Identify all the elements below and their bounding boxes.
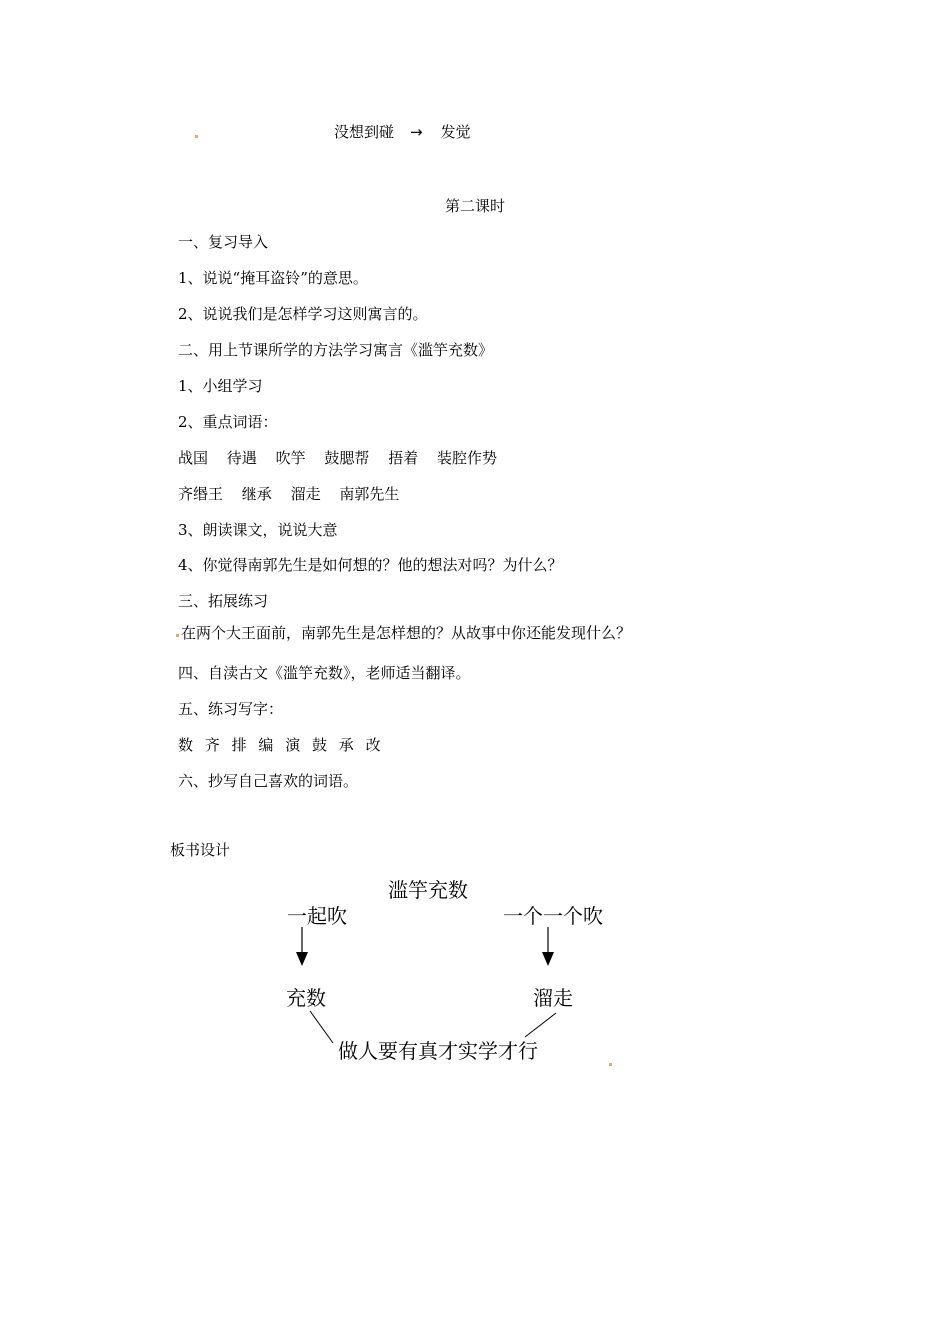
key-word: 捂着 <box>388 449 419 467</box>
right-arrow-icon: → <box>410 123 423 141</box>
learn-item-2: 2、重点词语： <box>178 413 278 431</box>
down-arrow-icon <box>296 927 308 966</box>
key-word: 继承 <box>241 485 272 503</box>
practice-char: 数 <box>178 736 194 754</box>
key-word: 待遇 <box>226 449 257 467</box>
key-word: 战国 <box>178 449 209 467</box>
practice-char: 齐 <box>204 736 220 754</box>
practice-char: 排 <box>231 736 247 754</box>
practice-char: 改 <box>365 736 381 754</box>
board-right-bottom: 溜走 <box>533 986 573 1010</box>
copy-item: 六、抄写自己喜欢的词语。 <box>178 772 359 790</box>
down-arrow-icon <box>542 927 554 966</box>
connector-line-left <box>310 1011 333 1043</box>
key-word: 溜走 <box>290 485 321 503</box>
key-word: 南郭先生 <box>339 485 400 503</box>
write-heading: 五、练习写字： <box>178 700 284 718</box>
practice-char: 编 <box>258 736 274 754</box>
board-right-top: 一个一个吹 <box>503 904 603 928</box>
key-word: 吹竽 <box>275 449 306 467</box>
practice-char: 演 <box>285 736 301 754</box>
lesson-title: 第二课时 <box>444 197 505 215</box>
learn-item-4: 4、你觉得南郭先生是如何想的？他的想法对吗？为什么？ <box>178 556 563 574</box>
board-conclusion: 做人要有真才实学才行 <box>338 1039 538 1063</box>
learn-heading: 二、用上节课所学的方法学习寓言《滥竽充数》 <box>178 341 494 359</box>
key-word: 装腔作势 <box>436 449 497 467</box>
practice-char: 承 <box>338 736 354 754</box>
review-item-1: 1、说说“掩耳盗铃”的意思。 <box>178 269 368 287</box>
key-word: 鼓腮帮 <box>324 449 370 467</box>
self-read-item: 四、自渎古文《滥竽充数》，老师适当翻译。 <box>178 664 471 682</box>
extend-item: 在两个大王面前，南郭先生是怎样想的？从故事中你还能发现什么？ <box>181 624 632 642</box>
key-word: 齐缗王 <box>178 485 224 503</box>
review-item-2: 2、说说我们是怎样学习这则寓言的。 <box>178 305 428 323</box>
stray-dot <box>609 1063 612 1066</box>
board-design-label: 板书设计 <box>170 841 231 859</box>
review-heading: 一、复习导入 <box>178 233 269 251</box>
extend-heading: 三、拓展练习 <box>178 592 269 610</box>
board-left-bottom: 充数 <box>286 986 326 1010</box>
board-left-top: 一起吹 <box>287 904 347 928</box>
practice-char: 鼓 <box>311 736 327 754</box>
board-title: 滥竽充数 <box>388 878 468 902</box>
note-right: 发觉 <box>440 123 471 141</box>
learn-item-1: 1、小组学习 <box>178 377 263 395</box>
learn-item-3: 3、朗读课文，说说大意 <box>178 521 338 539</box>
connector-line-right <box>525 1013 556 1037</box>
note-left: 没想到碰 <box>334 123 395 141</box>
